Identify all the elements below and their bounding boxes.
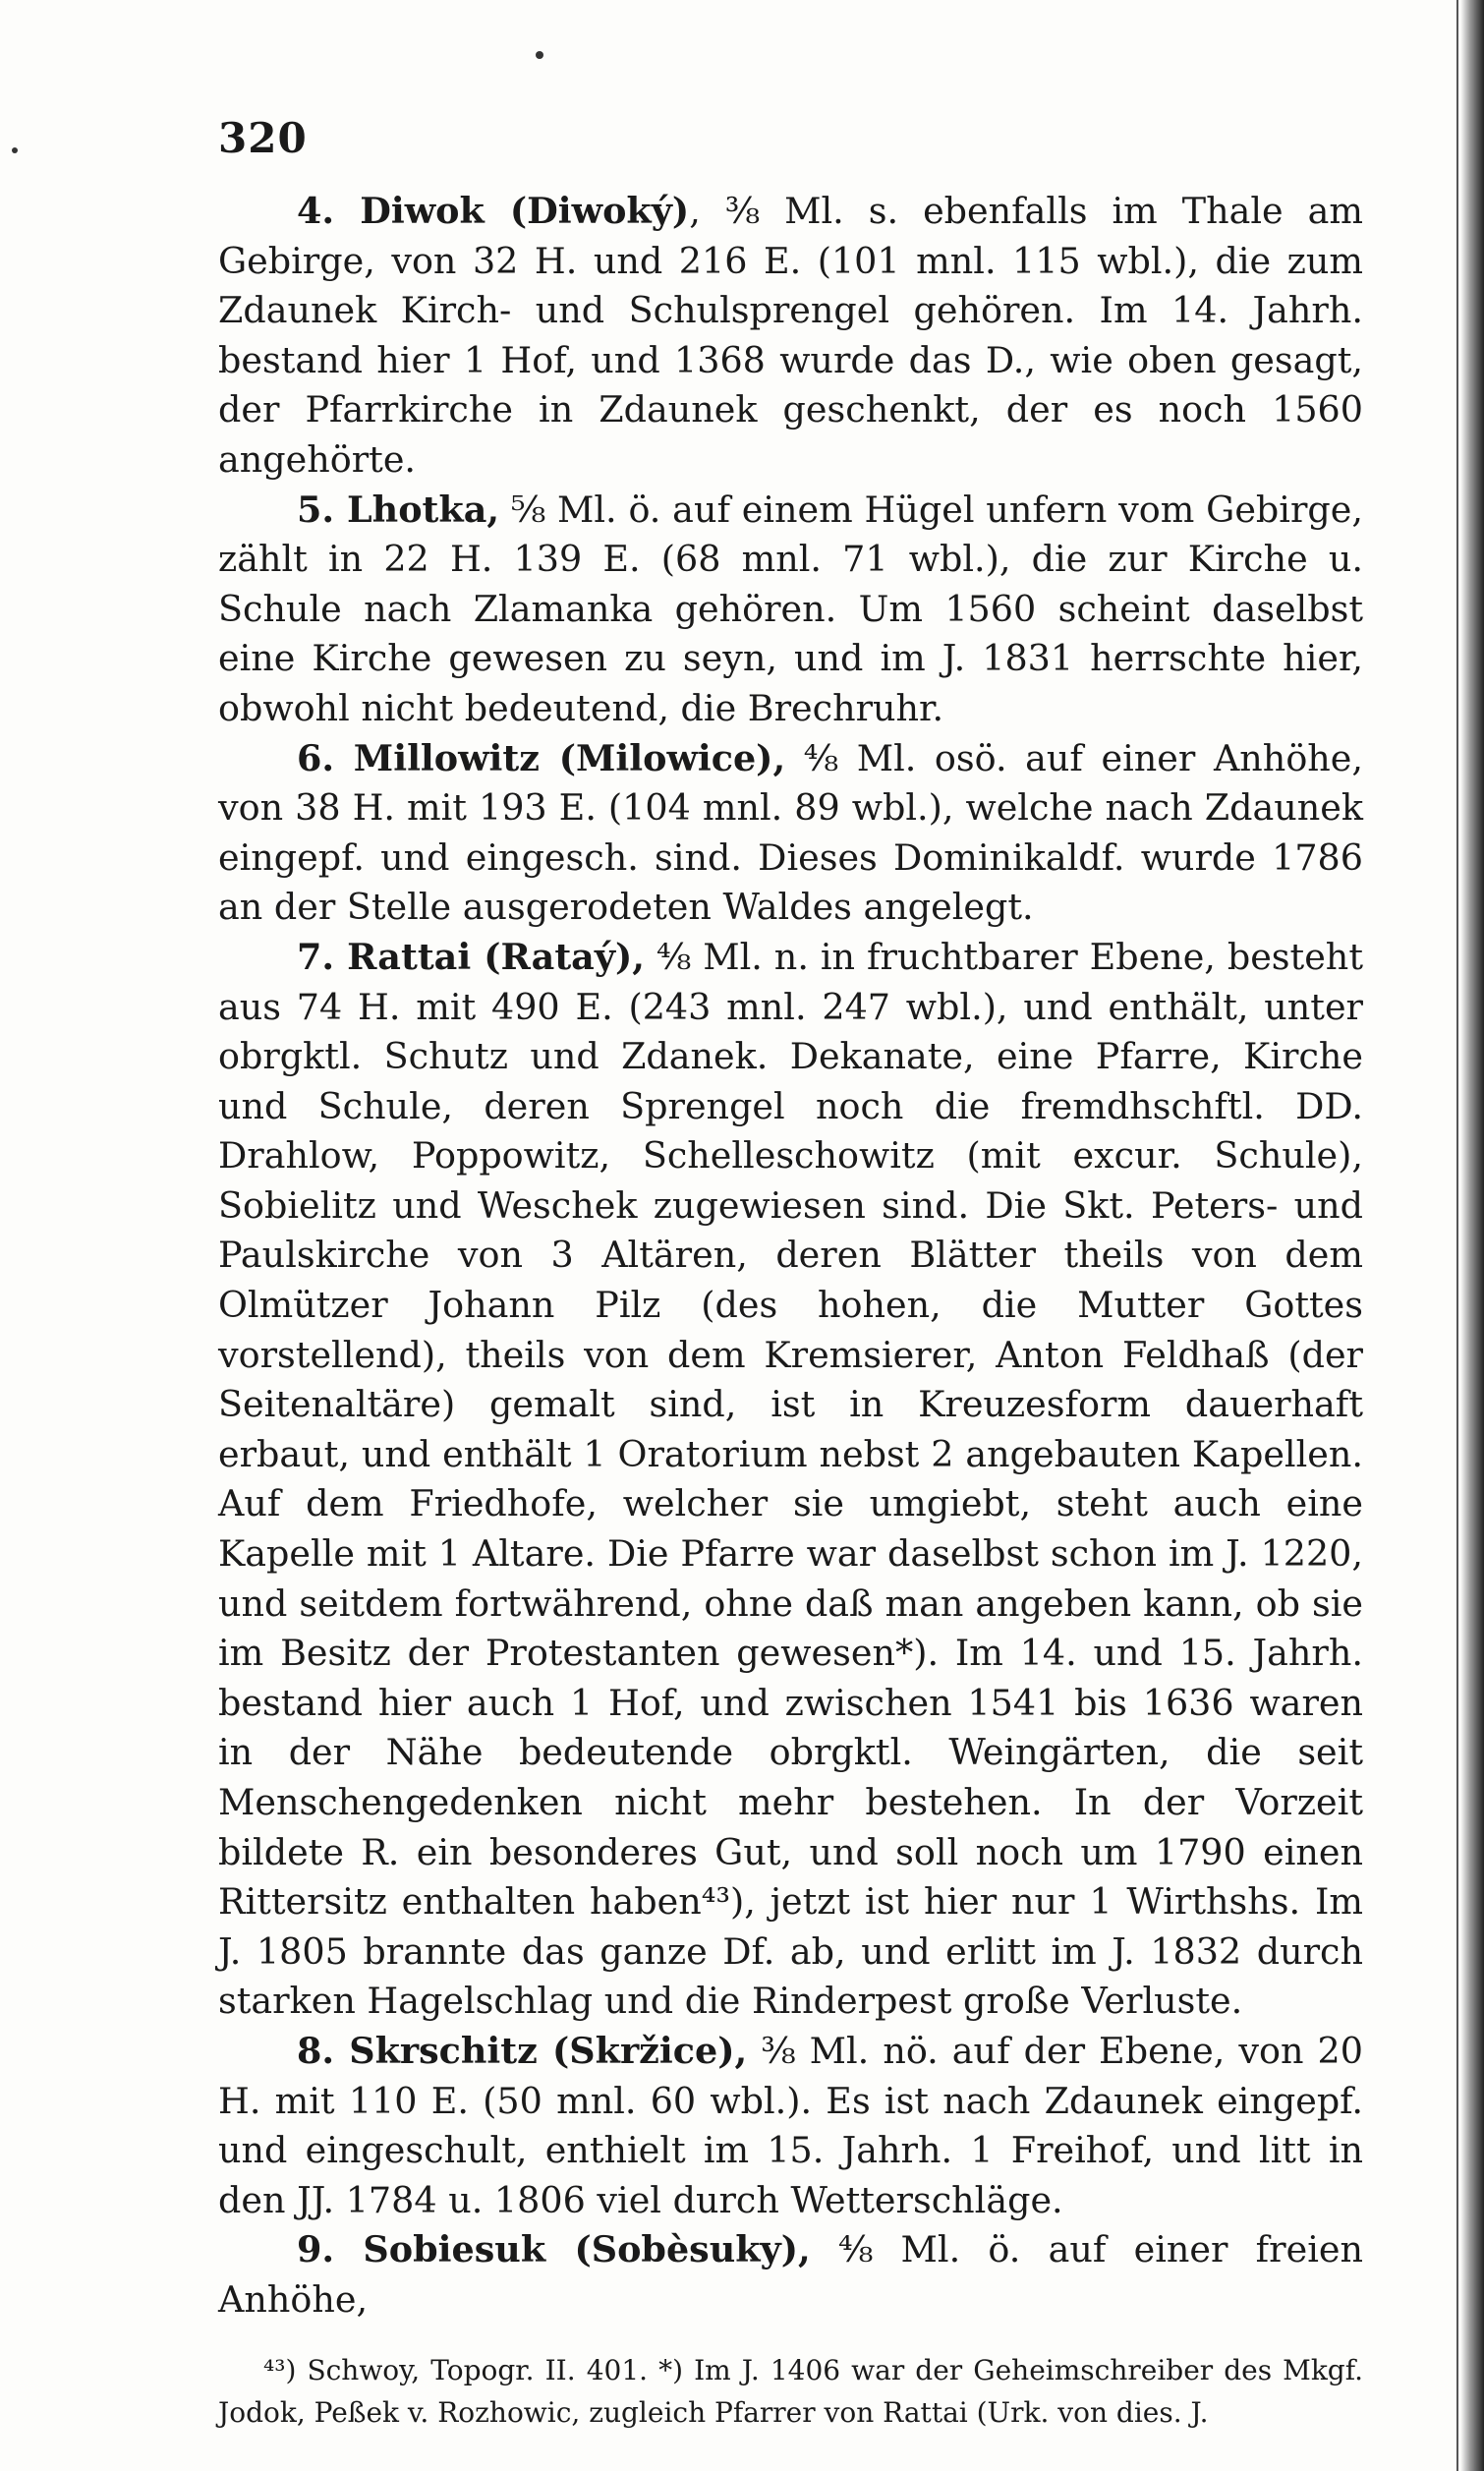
body-text	[218, 187, 1363, 2326]
ink-speck	[536, 51, 543, 59]
entry-text: ⁵⁄₈ Ml. ö. auf einem Hügel unfern vom Gebirge, zählt in 22 H. 139 E. (68 mnl. 71 wbl.), die zur Kirche u. Schule nach Zlamanka gehören. Um 1560 scheint daselbst eine Kirche gewesen zu seyn, und im J. 1831 herrschte hier, obwohl nicht bedeutend, die Brechruhr.	[218, 488, 1363, 729]
entry-text: ⁴⁄₈ Ml. osö. auf einer Anhöhe, von 38 H. mit 193 E. (104 mnl. 89 wbl.), welche nach Zdaunek eingepf. und eingesch. sind. Dieses Dominikaldf. wurde 1786 an der Stelle ausgerodeten Waldes angelegt.	[218, 736, 1363, 929]
entry-text: ⁴⁄₈ Ml. n. in fruchtbarer Ebene, besteht aus 74 H. mit 490 E. (243 mnl. 247 wbl.), und enthält, unter obrgktl. Schutz und Zdanek. Dekanate, eine Pfarre, Kirche und Schule, deren Sprengel noch die fremdhschftl. DD. Drahlow, Poppowitz, Schelleschowitz (mit excur. Schule), Sobielitz und Weschek zugewiesen sind. Die Skt. Peters- und Paulskirche von 3 Altären, deren Blätter theils von dem Olmützer Johann Pilz (des hohen, die Mutter Gottes vorstellend), theils von dem Kremsierer, Anton Feldhaß (der Seitenaltäre) gemalt sind, ist in Kreuzesform dauerhaft erbaut, und enthält 1 Oratorium nebst 2 angebauten Kapellen. Auf dem Friedhofe, welcher sie umgiebt, steht auch eine Kapelle mit 1 Altare. Die Pfarre war daselbst schon im J. 1220, und seitdem fortwährend, ohne daß man angeben kann, ob sie im Besitz der Protestanten gewesen*). Im 14. und 15. Jahrh. bestand hier auch 1 Hof, und zwischen 1541 bis 1636 waren in der Nähe bedeutende obrgktl. Weingärten, die seit Menschengedenken nicht mehr bestehen. In der Vorzeit bildete R. ein besonderes Gut, und soll noch um 1790 einen Rittersitz enthalten haben⁴³), jetzt ist hier nur 1 Wirthshs. Im J. 1805 brannte das ganze Df. ab, und erlitt im J. 1832 durch starken Hagelschlag und die Rinderpest große Verluste.	[218, 935, 1363, 2023]
entry-name: 9. Sobiesuk (Sobèsuky),	[297, 2228, 811, 2271]
page-number: 320	[218, 114, 308, 162]
paragraph	[218, 2027, 1363, 2225]
paragraph	[218, 187, 1363, 486]
entry-text: ⁴⁄₈ Ml. ö. auf einer freien Anhöhe,	[218, 2228, 1363, 2321]
paragraph	[218, 486, 1363, 734]
entry-name: 4. Diwok (Diwoký)	[297, 190, 690, 232]
ink-speck	[12, 147, 18, 153]
footnotes	[218, 2349, 1363, 2434]
entry-text: , ³⁄₈ Ml. s. ebenfalls im Thale am Gebirge, von 32 H. und 216 E. (101 mnl. 115 wbl.), die zum Zdaunek Kirch- und Schulsprengel gehören. Im 14. Jahrh. bestand hier 1 Hof, und 1368 wurde das D., wie oben gesagt, der Pfarrkirche in Zdaunek geschenkt, der es noch 1560 angehörte.	[218, 190, 1363, 481]
page-edge-line	[1456, 0, 1458, 2471]
entry-name: 6. Millowitz (Milowice),	[297, 736, 786, 779]
page-edge-shadow	[1460, 0, 1484, 2471]
footnote: ⁴³) Schwoy, Topogr. II. 401. *) Im J. 1406 war der Geheimschreiber des Mkgf. Jodok, Peßek v. Rozhowic, zugleich Pfarrer von Rattai (Urk. von dies. J.	[218, 2354, 1363, 2429]
paragraph	[218, 734, 1363, 933]
entry-text: ³⁄₈ Ml. nö. auf der Ebene, von 20 H. mit 110 E. (50 mnl. 60 wbl.). Es ist nach Zdaunek eingepf. und eingeschult, enthielt im 15. Jahrh. 1 Freihof, und litt in den JJ. 1784 u. 1806 viel durch Wetterschläge.	[218, 2029, 1363, 2221]
entry-name: 8. Skrschitz (Skržice),	[297, 2029, 748, 2072]
paragraph	[218, 2225, 1363, 2325]
entry-name: 7. Rattai (Rataý),	[297, 935, 646, 978]
entry-name: 5. Lhotka,	[297, 488, 500, 531]
paragraph	[218, 933, 1363, 2027]
